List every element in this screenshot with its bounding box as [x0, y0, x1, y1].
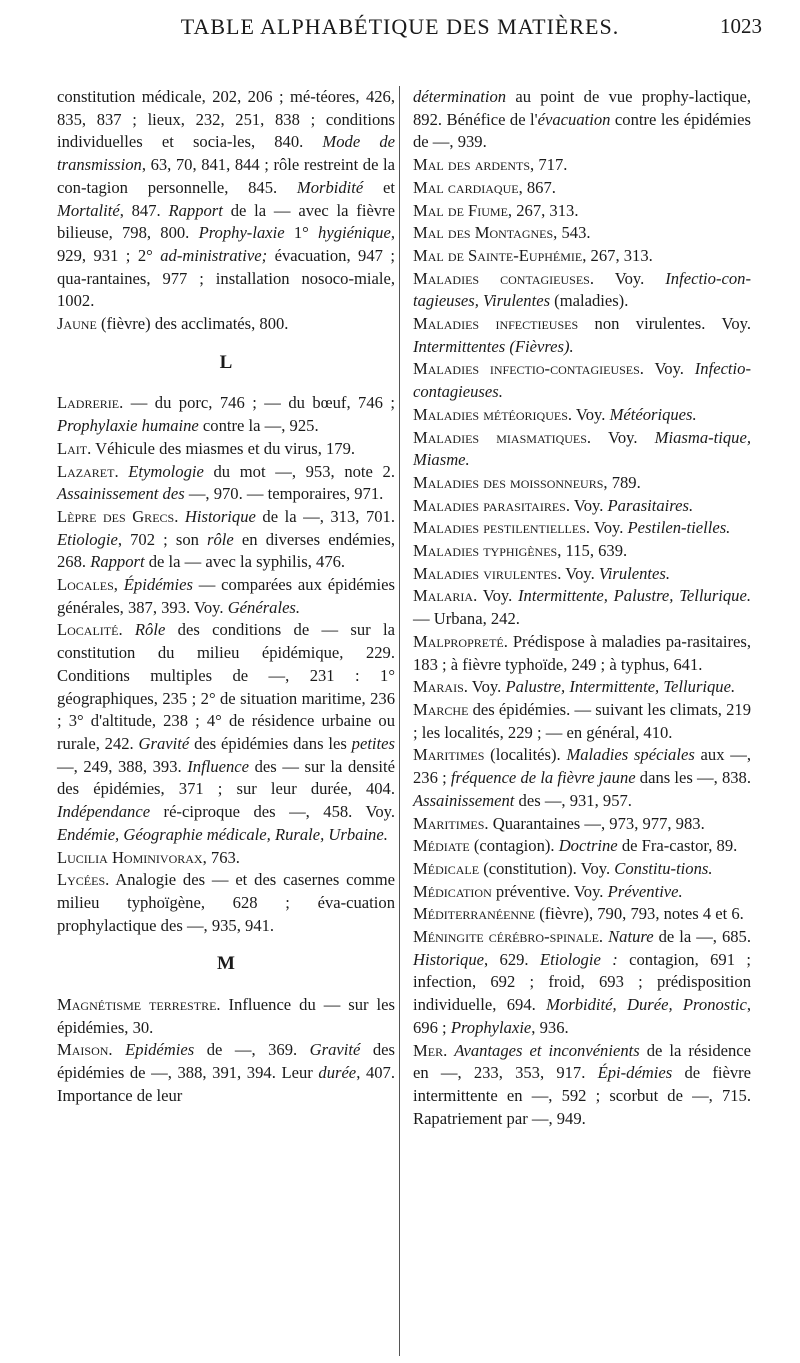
entry-text: Voy.: [467, 677, 506, 697]
entry-italic-text: Prophylaxie: [450, 1017, 532, 1037]
index-entry: [413, 813, 751, 836]
entry-headword: Lycées.: [57, 870, 110, 890]
entry-italic-text: Morbidité, Durée, Pronostic: [546, 995, 747, 1015]
index-entry: [57, 574, 395, 619]
entry-text: contagion, 691 ; infection, 692 ; froid, 693 ; prédisposition individuelle, 694.: [413, 949, 752, 1015]
entry-italic-text: Etiologie :: [539, 949, 618, 969]
index-entry: [413, 313, 751, 358]
entry-text: en diverses endémies, 268.: [57, 529, 396, 572]
entry-italic-text: hygiénique: [318, 223, 391, 243]
entry-italic-text: Nature: [608, 927, 654, 947]
entry-text: — Urbana, 242.: [413, 609, 520, 629]
entry-text: des épidémies. — suivant les climats, 219 ; les localités, 229 ; — en général, 410.: [413, 699, 751, 742]
entry-text: , 929, 931 ; 2°: [57, 223, 395, 265]
entry-text: de la —, 685.: [653, 927, 751, 947]
entry-text: 789.: [607, 472, 641, 492]
entry-text: contre les épidémies de —, 939.: [413, 109, 751, 152]
entry-italic-text: Gravité: [309, 1040, 361, 1060]
entry-italic-text: Historique: [184, 506, 256, 526]
index-entry: [57, 438, 395, 461]
entry-italic-text: Prophylaxie humaine: [57, 416, 199, 436]
index-entry: [413, 858, 751, 881]
entry-italic-text: Prophy-laxie: [198, 223, 285, 243]
entry-text: Voy.: [643, 359, 695, 379]
index-entry: [413, 676, 751, 699]
index-entry: [413, 744, 751, 812]
entry-text: non virulentes. Voy.: [578, 314, 751, 334]
entry-italic-text: Assainissement des: [57, 484, 185, 504]
page-number: 1023: [720, 14, 762, 38]
entry-headword: Maladies parasitaires.: [413, 495, 570, 515]
entry-italic-text: Doctrine: [558, 836, 618, 856]
entry-italic-text: Pestilen-tielles.: [627, 518, 731, 538]
entry-headword: Maladies contagieuses.: [413, 268, 594, 288]
entry-text: — comparées aux épidémies générales, 387, 393. Voy.: [57, 575, 395, 617]
entry-text: Voy.: [590, 518, 628, 538]
left-column: [57, 86, 395, 1108]
entry-headword: Magnétisme terrestre.: [57, 995, 221, 1015]
entry-text: (localités).: [484, 745, 567, 765]
entry-text: , 936.: [531, 1017, 569, 1037]
entry-text: Voy.: [591, 427, 655, 447]
entry-text: 717.: [534, 155, 568, 175]
entry-text: de la — avec la syphilis, 476.: [144, 552, 346, 572]
entry-italic-text: Constitu-tions.: [614, 858, 713, 878]
entry-italic-text: Epidémies: [125, 1040, 195, 1060]
entry-headword: Méditerranéenne: [413, 904, 536, 924]
entry-text: , 63, 70, 841, 844 ; rôle restreint de la con-tagion personnelle, 845.: [57, 155, 395, 197]
entry-headword: Malpropreté.: [413, 631, 508, 651]
entry-text: , 407. Importance de leur: [57, 1063, 395, 1105]
index-entry: [413, 404, 751, 427]
entry-text: aux —, 236 ;: [413, 745, 751, 788]
entry-italic-text: Rapport: [90, 552, 145, 572]
index-entry: [413, 540, 751, 563]
index-entry: [413, 86, 751, 154]
entry-italic-text: Rapport: [168, 200, 223, 220]
entry-italic-text: Etymologie: [128, 461, 204, 481]
entry-italic-text: Météoriques.: [609, 404, 697, 424]
entry-headword: Méningite cérébro-spinale.: [413, 927, 604, 947]
entry-headword: Maladies virulentes.: [413, 563, 562, 583]
entry-headword: Médication: [413, 881, 492, 901]
entry-text: , 702 ; son: [117, 529, 208, 549]
section-letter: M: [217, 953, 235, 975]
entry-italic-text: fréquence de la fièvre jaune: [450, 768, 636, 788]
entry-headword: Mal des Montagnes,: [413, 223, 558, 243]
index-entry: [413, 495, 751, 518]
entry-text: de fièvre intermittente en —, 592 ; scorbut de —, 715. Rapatriement par —, 949.: [413, 1063, 752, 1128]
entry-text: —, 970. — temporaires, 971.: [184, 484, 384, 504]
entry-headword: Jaune: [57, 314, 97, 334]
entry-headword: Marais.: [413, 677, 468, 697]
entry-text: — du porc, 746 ; — du bœuf, 746 ;: [123, 393, 395, 413]
entry-italic-text: Morbidité: [296, 177, 364, 197]
entry-text: 267, 313.: [586, 245, 653, 265]
index-entry: [57, 847, 395, 870]
entry-text: Influence du — sur les épidémies, 30.: [57, 995, 395, 1037]
entry-italic-text: Mortalité: [57, 200, 120, 220]
entry-text: de —, 369.: [194, 1040, 310, 1060]
index-entry: [413, 835, 751, 858]
entry-italic-text: petites: [351, 733, 395, 753]
entry-italic-text: Intermittente, Palustre, Tellurique.: [518, 586, 751, 606]
entry-headword: Lèpre des Grecs.: [57, 506, 179, 526]
index-entry: [413, 200, 751, 223]
entry-text: 267, 313.: [512, 200, 579, 220]
index-entry: [57, 313, 395, 336]
index-entry: [57, 1039, 395, 1107]
entry-italic-text: Endémie, Géographie médicale, Rurale, Urbaine.: [57, 824, 388, 844]
entry-text: 115, 639.: [561, 541, 628, 561]
entry-headword: Maladies infectieuses: [413, 314, 579, 334]
entry-headword: Mal cardiaque,: [413, 177, 523, 197]
entry-text: des épidémies de —, 388, 391, 394. Leur: [57, 1040, 395, 1083]
entry-headword: Maladies infectio-contagieuses.: [413, 359, 644, 379]
entry-text: , 696 ;: [413, 995, 751, 1037]
entry-text: dans les —, 838.: [635, 768, 751, 788]
index-entry: [413, 585, 751, 630]
index-entry: [413, 222, 751, 245]
entry-headword: Malaria.: [413, 586, 478, 606]
entry-italic-text: Infectio-contagieuses.: [413, 359, 751, 402]
entry-text: 867.: [522, 177, 556, 197]
entry-text: de la — avec la fièvre bilieuse, 798, 800.: [57, 200, 395, 243]
entry-headword: Maritimes.: [413, 813, 489, 833]
entry-italic-text: durée: [318, 1063, 357, 1083]
index-entry: [57, 869, 395, 937]
index-entry: [413, 472, 751, 495]
entry-text: des conditions de — sur la constitution du milieu épidémique, 229. Conditions multiples de —, 231 : 1° géographiques, 235 ; 2° de situation maritime, 236 ; 3° d'altitude, 238 ; 4° de résidence urbaine ou rurale, 242.: [57, 620, 395, 753]
entry-text: contre la —, 925.: [198, 416, 319, 436]
entry-text: (maladies).: [550, 291, 629, 311]
index-entry: [413, 563, 751, 586]
entry-text: ré-ciproque des —, 458. Voy.: [150, 802, 395, 822]
entry-text: des —, 931, 957.: [514, 790, 632, 810]
entry-headword: Maladies typhigènes,: [413, 541, 562, 561]
entry-headword: Maison.: [57, 1040, 113, 1060]
entry-text: [119, 462, 129, 481]
right-column: [413, 86, 751, 1130]
index-entry: [413, 881, 751, 904]
index-entry: [413, 154, 751, 177]
index-entry: [57, 392, 395, 437]
entry-headword: Lucilia Hominivorax,: [57, 847, 207, 867]
index-entry: [57, 86, 395, 313]
entry-italic-text: Parasitaires.: [607, 495, 694, 515]
entry-text: préventive. Voy.: [491, 881, 608, 901]
entry-text: (constitution). Voy.: [479, 858, 615, 878]
entry-text: et: [363, 177, 395, 197]
entry-italic-text: Gravité: [138, 733, 190, 753]
entry-text: Véhicule des miasmes et du virus, 179.: [91, 438, 356, 458]
entry-italic-text: Maladies spéciales: [566, 745, 695, 765]
index-entry: [413, 427, 751, 472]
entry-headword: Maritimes: [413, 745, 485, 765]
entry-text: Voy.: [477, 586, 519, 606]
entry-text: (contagion).: [469, 836, 559, 856]
entry-headword: Maladies pestilentielles.: [413, 518, 591, 538]
entry-text: , 847.: [119, 200, 169, 220]
entry-headword: Localité.: [57, 620, 123, 640]
entry-italic-text: Historique: [413, 949, 484, 969]
entry-text: [113, 1040, 126, 1059]
index-entry: [57, 461, 395, 506]
entry-text: de la résidence en —, 233, 353, 917.: [413, 1040, 752, 1083]
entry-italic-text: Mode de transmission: [57, 132, 395, 175]
entry-italic-text: Infectio-con-tagieuses, Virulentes: [413, 268, 751, 311]
entry-italic-text: ad-ministrative;: [160, 245, 268, 265]
entry-text: Voy.: [572, 404, 610, 424]
entry-text: évacuation, 947 ; qua-rantaines, 977 ; installation nosoco-miale, 1002.: [57, 245, 395, 311]
entry-italic-text: Palustre, Intermittente, Tellurique.: [505, 677, 736, 697]
entry-text: —, 249, 388, 393.: [57, 756, 188, 776]
entry-text: de la —, 313, 701.: [255, 506, 395, 526]
entry-text: (fièvre) des acclimatés, 800.: [96, 314, 289, 334]
entry-headword: Médiate: [413, 836, 470, 856]
entry-text: (fièvre), 790, 793, notes 4 et 6.: [535, 904, 744, 924]
entry-text: Voy.: [561, 563, 599, 583]
column-divider: [399, 86, 400, 1356]
entry-italic-text: détermination: [413, 87, 507, 106]
entry-text: 543.: [557, 223, 591, 243]
entry-headword: Maladies des moissonneurs,: [413, 472, 608, 492]
entry-headword: Ladrerie.: [57, 393, 124, 413]
entry-headword: Maladies miasmatiques.: [413, 427, 592, 447]
running-title: TABLE ALPHABÉTIQUE DES MATIÈRES.: [180, 14, 620, 39]
entry-italic-text: rôle: [207, 529, 234, 549]
index-entry: [57, 619, 395, 846]
index-entry: [413, 358, 751, 403]
entry-text: des épidémies dans les: [189, 733, 352, 753]
entry-headword: Mer.: [413, 1040, 448, 1060]
index-entry: [57, 506, 395, 574]
entry-italic-text: Épidémies: [123, 575, 193, 595]
entry-text: , 629.: [484, 949, 540, 969]
entry-text: des — sur la densité des épidémies, 371 ; sur leur durée, 404.: [57, 756, 396, 799]
entry-headword: Mal des ardents,: [413, 155, 535, 175]
entry-italic-text: Rôle: [134, 620, 166, 640]
entry-headword: Locales,: [57, 575, 118, 595]
entry-headword: Mal de Fiume,: [413, 200, 513, 220]
index-entry: [413, 926, 751, 1040]
entry-italic-text: Indépendance: [57, 802, 151, 822]
entry-italic-text: Miasma-tique, Miasme.: [413, 427, 751, 470]
entry-italic-text: Etiologie: [57, 529, 118, 549]
entry-text: [123, 620, 135, 639]
entry-text: du mot —, 953, note 2.: [203, 461, 395, 481]
entry-italic-text: Préventive.: [607, 881, 683, 901]
entry-italic-text: Intermittentes (Fièvres).: [413, 336, 574, 356]
entry-text: 1°: [284, 223, 319, 243]
entry-italic-text: Épi-démies: [597, 1063, 673, 1083]
index-entry: [413, 268, 751, 313]
entry-italic-text: Avantages et inconvénients: [454, 1040, 640, 1060]
entry-headword: Lazaret.: [57, 461, 119, 481]
entry-italic-text: Virulentes.: [598, 563, 671, 583]
entry-text: au point de vue prophy-lactique, 892. Bénéfice de l': [413, 87, 751, 129]
index-entry: [413, 245, 751, 268]
entry-text: Voy.: [593, 268, 666, 288]
entry-text: constitution médicale, 202, 206 ; mé-téores, 426, 835, 837 ; lieux, 232, 251, 838 ; conditions individuelles et socia-les, 840.: [57, 87, 395, 152]
index-entry: [413, 1040, 751, 1131]
index-entry: [413, 631, 751, 676]
entry-text: Prédispose à maladies pa-rasitaires, 183 ; à fièvre typhoïde, 249 ; à typhus, 641.: [413, 631, 751, 674]
entry-headword: Médicale: [413, 858, 480, 878]
entry-italic-text: Générales.: [227, 597, 301, 617]
index-entry: [57, 994, 395, 1039]
entry-italic-text: Influence: [187, 756, 250, 776]
entry-text: de Fra-castor, 89.: [617, 836, 738, 856]
index-entry: [413, 517, 751, 540]
entry-text: Quarantaines —, 973, 977, 983.: [488, 813, 705, 833]
index-entry: [413, 177, 751, 200]
entry-italic-text: Assainissement: [413, 790, 515, 810]
section-letter: L: [219, 351, 233, 373]
entry-italic-text: évacuation: [537, 109, 611, 129]
entry-headword: Lait.: [57, 438, 92, 458]
entry-headword: Marche: [413, 699, 469, 719]
entry-text: 763.: [206, 847, 240, 867]
index-entry: [413, 699, 751, 744]
entry-headword: Maladies météoriques.: [413, 404, 573, 424]
index-entry: [413, 903, 751, 926]
entry-headword: Mal de Sainte-Euphémie,: [413, 245, 587, 265]
entry-text: Voy.: [570, 495, 608, 515]
entry-text: Analogie des — et des casernes comme milieu typhoïgène, 628 ; éva-cuation prophylactique des —, 935, 941.: [57, 870, 395, 935]
